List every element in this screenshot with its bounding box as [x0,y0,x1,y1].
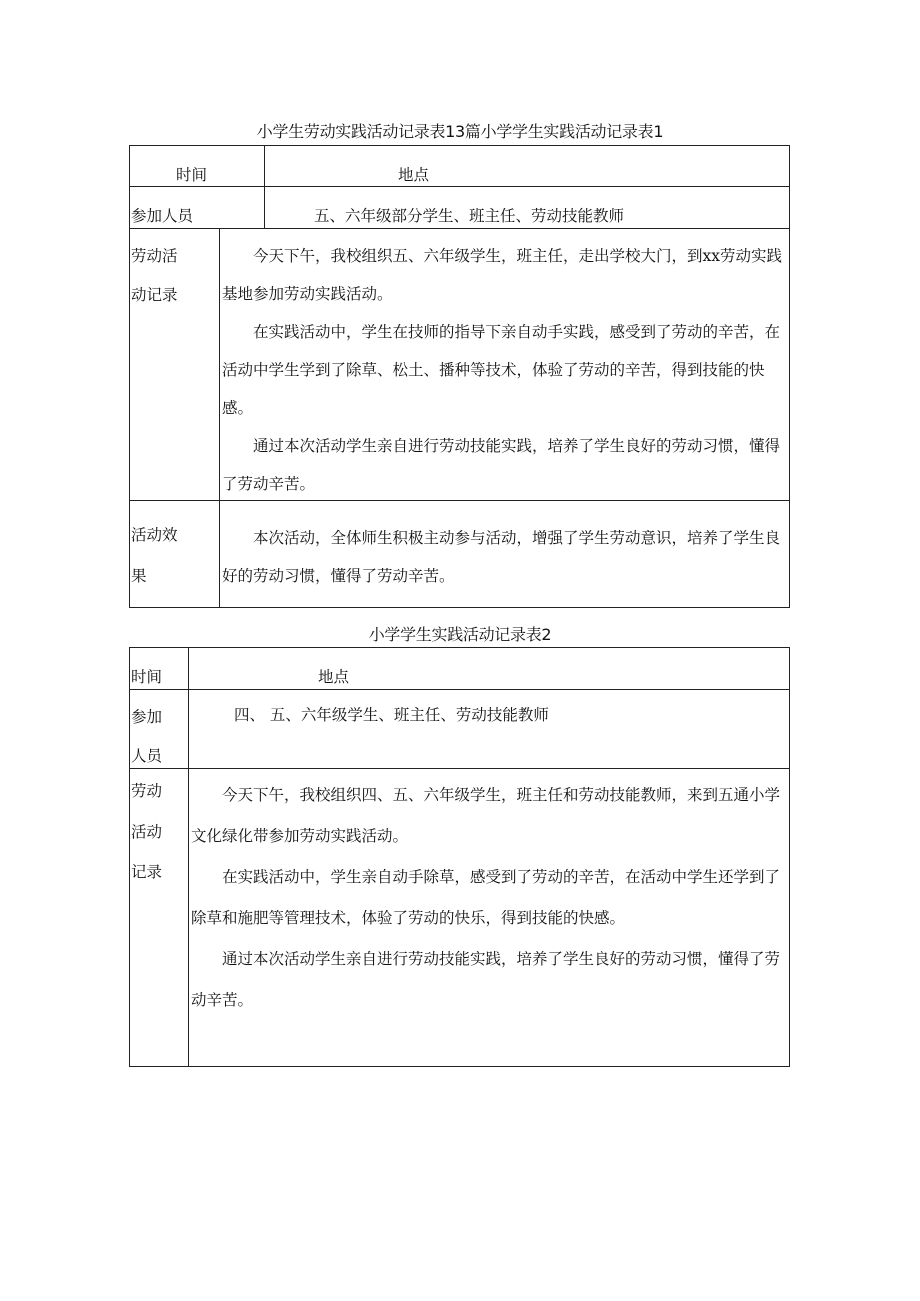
table1-record-paragraph: 今天下午，我校组织五、六年级学生，班主任，走出学校大门，到xx劳动实践基地参加劳动实践活动。 [222,247,782,303]
table1-title: 小学生劳动实践活动记录表13篇小学学生实践活动记录表1 [256,122,664,141]
table1-participants-label: 参加人员 [131,207,194,225]
table2-record-label-line3: 记录 [131,863,163,881]
table2-time-label: 时间 [131,668,163,686]
table2-place-label: 地点 [318,668,350,686]
table2-record-paragraph: 今天下午，我校组织四、五、六年级学生，班主任和劳动技能教师，来到五通小学文化绿化带参加劳动实践活动。 [191,786,781,845]
table2-row-divider [129,768,790,769]
table1-record-content [222,237,791,503]
table1-col-divider [219,228,220,608]
table1-effect-label-line1: 活动效 [131,526,178,544]
table1-effect-label-line2: 果 [131,567,147,585]
table1-record-paragraph: 通过本次活动学生亲自进行劳动技能实践，培养了学生良好的劳动习惯，懂得了劳动辛苦。 [222,437,781,493]
table1-place-label: 地点 [398,166,430,184]
table1-participants-value: 五、六年级部分学生、班主任、劳动技能教师 [314,207,625,225]
table2-row-divider [129,689,790,690]
table1-row-divider [129,186,790,187]
table2-participants-label-line1: 参加 [131,708,163,726]
table2-record-paragraph: 通过本次活动学生亲自进行劳动技能实践，培养了学生良好的劳动习惯，懂得了劳动辛苦。 [191,950,781,1009]
table2-participants-value: 四、 五、六年级学生、班主任、劳动技能教师 [234,706,549,724]
table2-participants-label-line2: 人员 [131,747,163,765]
table2-title: 小学学生实践活动记录表2 [368,625,552,644]
table1-effect-content [222,519,791,595]
table2-record-content [191,775,781,1021]
table2-record-label-line2: 活动 [131,823,163,841]
table1-record-label-line2: 动记录 [131,286,178,304]
table1-col-divider [264,145,265,228]
table2-col-divider [188,647,189,1067]
table1-effect-paragraph: 本次活动，全体师生积极主动参与活动，增强了学生劳动意识，培养了学生良好的劳动习惯，懂得了劳动辛苦。 [222,529,781,585]
table2-record-paragraph: 在实践活动中，学生亲自动手除草，感受到了劳动的辛苦，在活动中学生还学到了除草和施肥等管理技术，体验了劳动的快乐，得到技能的快感。 [191,868,781,927]
table1-row-divider [129,228,790,229]
table1-time-label: 时间 [176,166,208,184]
table1-record-paragraph: 在实践活动中，学生在技师的指导下亲自动手实践，感受到了劳动的辛苦，在活动中学生学到了除草、松土、播种等技术，体验了劳动的辛苦，得到技能的快感。 [222,323,781,417]
table2-record-label-line1: 劳动 [131,782,163,800]
table1-record-label-line1: 劳动活 [131,247,178,265]
